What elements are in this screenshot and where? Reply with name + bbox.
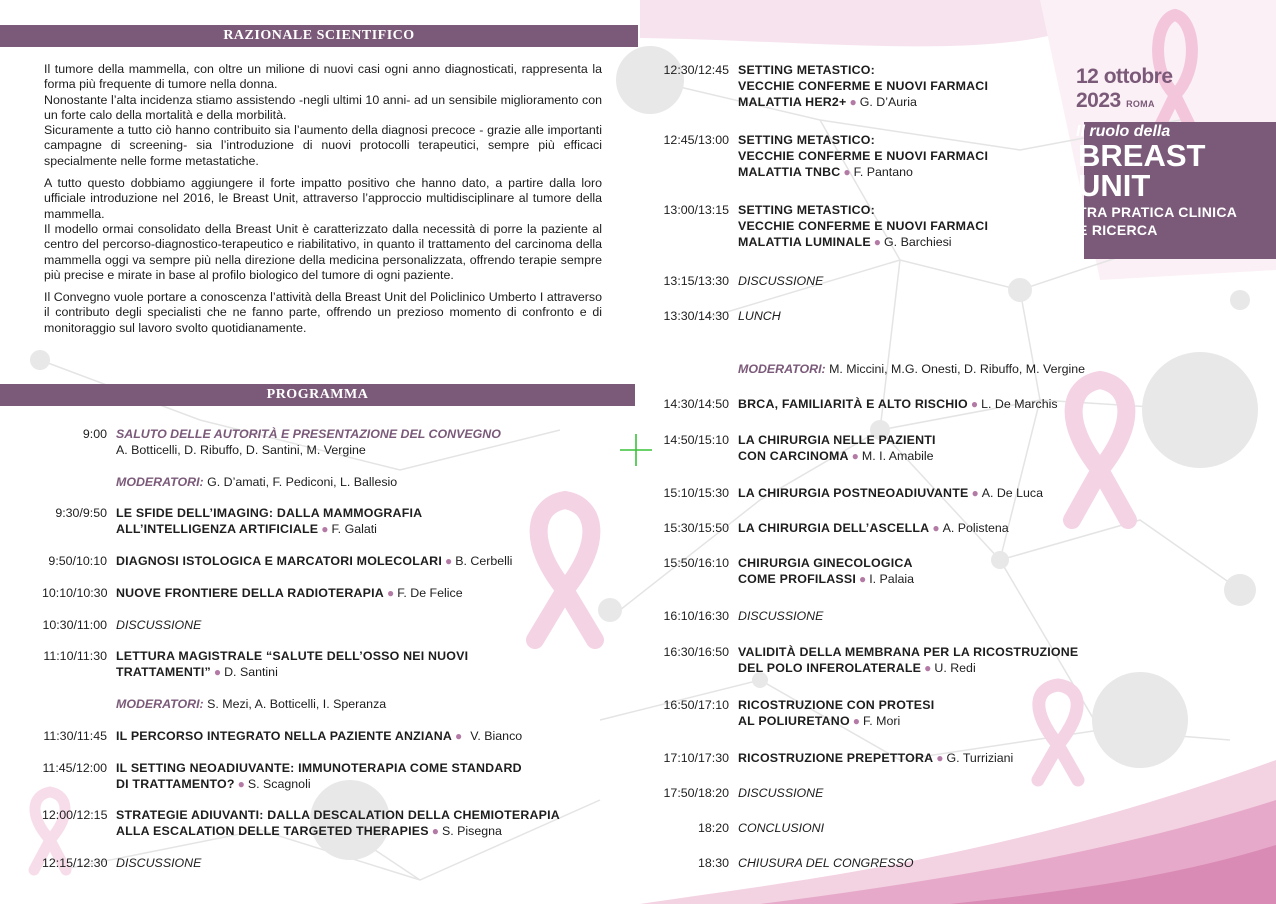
date-year: 2023 [1076,89,1121,112]
bullet-icon: ● [932,521,940,535]
item-title: DISCUSSIONE [738,274,824,288]
item-time: 17:10/17:30 [663,751,729,765]
item-speaker: L. De Marchis [981,397,1058,411]
program-item [656,520,1126,536]
item-title: BRCA, FAMILIARITÀ E ALTO RISCHIO [738,397,968,411]
item-time: 13:30/14:30 [663,309,729,323]
bullet-icon: ● [386,586,395,600]
item-time: 11:10/11:30 [43,649,107,663]
item-speaker: F. De Felice [397,586,463,600]
item-title-2: COME PROFILASSI [738,572,856,586]
item-title-2: VECCHIE CONFERME E NUOVI FARMACI [738,149,989,163]
item-title: LETTURA MAGISTRALE “SALUTE DELL’OSSO NEI NUOVI [116,649,469,663]
bullet-icon: ● [455,729,463,743]
item-title: LUNCH [738,309,781,323]
program-item [656,785,1126,801]
item-title: RICOSTRUZIONE PREPETTORA [738,751,934,765]
item-title: LA CHIRURGIA DELL’ASCELLA [738,521,930,535]
bullet-icon: ● [858,572,867,586]
program-item [42,617,612,633]
item-time: 18:30 [697,856,729,870]
program-item [656,202,1126,250]
moderators-names: G. D’amati, F. Pediconi, L. Ballesio [203,475,398,489]
item-time: 11:30/11:45 [43,729,107,743]
item-time: 15:50/16:10 [663,556,729,570]
razionale-header: RAZIONALE SCIENTIFICO [0,25,638,47]
item-speaker: F. Galati [331,522,377,536]
item-title: DISCUSSIONE [738,786,824,800]
program-item [656,62,1126,110]
bullet-icon: ● [321,522,329,536]
item-time: 9:30/9:50 [55,506,107,520]
program-item [42,426,612,458]
item-time: 15:10/15:30 [663,486,729,500]
item-speaker: D. Santini [224,665,278,679]
program-item [656,132,1126,180]
item-speaker: A. De Luca [981,486,1044,500]
item-time: 11:45/12:00 [42,761,107,775]
item-speaker: G. Barchiesi [884,235,952,249]
program-item [656,432,1126,464]
item-speakers: A. Botticelli, D. Ribuffo, D. Santini, M. Vergine [116,443,366,457]
program-item [656,855,1126,871]
item-speaker: U. Redi [934,661,976,675]
bullet-icon: ● [444,554,453,568]
program-item [656,308,1126,324]
item-title-2: TRATTAMENTI” [116,665,211,679]
item-title: DISCUSSIONE [116,618,202,632]
moderators-names: S. Mezi, A. Botticelli, I. Speranza [203,697,387,711]
program-item [42,553,612,569]
program-item [656,608,1126,624]
bullet-icon: ● [873,235,882,249]
item-time: 14:50/15:10 [663,433,729,447]
item-time: 12:00/12:15 [42,808,108,822]
subtitle-2: E RICERCA [1078,222,1158,238]
intro-text [44,62,602,343]
item-title: RICOSTRUZIONE CON PROTESI [738,698,935,712]
bullet-icon: ● [213,665,222,679]
item-speaker: V. Bianco [470,729,523,743]
item-speaker: S. Pisegna [441,824,502,838]
item-title: DISCUSSIONE [116,856,202,870]
item-title: SETTING METASTICO: [738,133,875,147]
program-item [42,648,612,680]
item-title: STRATEGIE ADIUVANTI: DALLA DESCALATION DELLA CHEMIOTERAPIA [116,808,560,822]
program-item [656,820,1126,836]
program-item [42,807,612,839]
item-title: IL SETTING NEOADIUVANTE: IMMUNOTERAPIA COME STANDARD [116,761,522,775]
item-title: SETTING METASTICO: [738,63,875,77]
item-title: SALUTO DELLE AUTORITÀ E PRESENTAZIONE DEL CONVEGNO [116,427,501,441]
item-time: 9:50/10:10 [48,554,107,568]
program-item [42,855,612,871]
item-title-2: DI TRATTAMENTO? [116,777,235,791]
bullet-icon: ● [851,449,859,463]
program-item [42,728,612,744]
moderators-row [656,361,1126,377]
item-title: NUOVE FRONTIERE DELLA RADIOTERAPIA [116,586,384,600]
item-time: 15:30/15:50 [663,521,729,535]
item-time: 12:45/13:00 [663,133,729,147]
item-title: LA CHIRURGIA POSTNEOADIUVANTE [738,486,969,500]
program-item [656,697,1126,729]
intro-paragraph-2: A tutto questo dobbiamo aggiungere il forte impatto positivo che hanno dato, a partire dalla loro ufficiale introduzione nel 2016, le Breast Unit, attraverso l’approccio multidisciplinare al tumore della mammella. Il modello ormai consolidato della Breast Unit è caratterizzato dalla necessità di porre la paziente al centro del percorso-diagnostico-terapeutico e riabilitativo, in quanto il trattamento del carcinoma della mammella oggi va sempre più nella direzione della medicina personalizzata, offrendo terapie sempre più precise e mirate in base al profilo biologico del tumore di ogni paziente. [44,176,602,282]
item-time: 13:00/13:15 [663,203,729,217]
item-title-3: MALATTIA HER2+ [738,95,847,109]
item-title-2: VECCHIE CONFERME E NUOVI FARMACI [738,219,989,233]
item-speaker: M. I. Amabile [861,449,934,463]
item-title: CHIRURGIA GINECOLOGICA [738,556,913,570]
item-title-3: MALATTIA LUMINALE [738,235,871,249]
program-item [42,760,612,792]
item-title: CHIUSURA DEL CONGRESSO [738,856,914,870]
item-title: VALIDITÀ DELLA MEMBRANA PER LA RICOSTRUZIONE [738,645,1079,659]
program-item [656,555,1126,587]
item-time: 14:30/14:50 [663,397,729,411]
item-time: 9:00 [82,427,107,441]
item-time: 18:20 [697,821,729,835]
item-time: 16:50/17:10 [663,698,729,712]
item-time: 17:50/18:20 [663,786,729,800]
intro-paragraph-1: Il tumore della mammella, con oltre un milione di nuovi casi ogni anno diagnosticati, rappresenta la forma più frequente di tumore nella donna. Nonostante l’alta incidenza stiamo assistendo -negli ultimi 10 anni- ad un sensibile miglioramento con un forte calo della mortalità e della morbilità. Sicuramente a tutto ciò hanno contribuito sia l’aumento della diagnosi precoce - grazie alle importanti campagne di screening- sia l’introduzione di nuovi protocolli terapeutici, sempre più efficaci specialmente nelle forme metastatiche. [44,62,602,168]
item-title: CONCLUSIONI [738,821,825,835]
program-item [656,750,1126,766]
bullet-icon: ● [970,397,979,411]
date-line-1: 12 ottobre [1076,65,1173,88]
program-item [42,505,612,537]
moderators-row [42,474,612,490]
moderators-names: M. Miccini, M.G. Onesti, D. Ribuffo, M. Vergine [825,362,1086,376]
item-time: 16:30/16:50 [663,645,729,659]
title-big-2: UNIT [1078,168,1151,203]
program-item [656,396,1126,412]
bullet-icon: ● [237,777,245,791]
item-title-2: VECCHIE CONFERME E NUOVI FARMACI [738,79,989,93]
item-time: 16:10/16:30 [663,609,729,623]
bullet-icon: ● [849,95,857,109]
item-speaker: F. Pantano [853,165,913,179]
program-item [656,485,1126,501]
item-speaker: S. Scagnoli [247,777,311,791]
item-speaker: A. Polistena [942,521,1009,535]
bullet-icon: ● [936,751,944,765]
item-title: LA CHIRURGIA NELLE PAZIENTI [738,433,936,447]
bullet-icon: ● [852,714,861,728]
bullet-icon: ● [431,824,439,838]
item-time: 12:30/12:45 [663,63,729,77]
bullet-icon: ● [843,165,851,179]
intro-paragraph-3: Il Convegno vuole portare a conoscenza l’attività della Breast Unit del Policlinico Umberto I attraverso il contributo degli specialisti che ne fanno parte, offrendo un prezioso momento di confronto e di monitoraggio sul lavoro svolto quotidianamente. [44,290,602,335]
program-item [42,585,612,601]
program-item [656,273,1126,289]
item-speaker: B. Cerbelli [455,554,513,568]
item-title: DISCUSSIONE [738,609,824,623]
item-time: 10:10/10:30 [42,586,108,600]
moderators-label: MODERATORI: [116,475,204,489]
item-title: SETTING METASTICO: [738,203,875,217]
item-speaker: F. Mori [863,714,901,728]
item-title-2: DEL POLO INFEROLATERALE [738,661,922,675]
bullet-icon: ● [924,661,932,675]
program-item [656,644,1126,676]
moderators-label: MODERATORI: [116,697,204,711]
item-title: LE SFIDE DELL’IMAGING: DALLA MAMMOGRAFIA [116,506,423,520]
subtitle-1: TRA PRATICA CLINICA [1078,204,1238,220]
moderators-label: MODERATORI: [738,362,826,376]
programma-header: PROGRAMMA [0,384,635,406]
item-title: DIAGNOSI ISTOLOGICA E MARCATORI MOLECOLARI [116,554,442,568]
item-speaker: G. D’Auria [859,95,917,109]
title-big-1: BREAST [1078,138,1206,173]
item-title-2: ALLA ESCALATION DELLE TARGETED THERAPIES [116,824,429,838]
item-speaker: I. Palaia [869,572,914,586]
item-title-2: CON CARCINOMA [738,449,849,463]
item-title-2: ALL’INTELLIGENZA ARTIFICIALE [116,522,319,536]
item-title-2: AL POLIURETANO [738,714,850,728]
event-city: ROMA [1126,99,1155,109]
item-title: IL PERCORSO INTEGRATO NELLA PAZIENTE ANZIANA [116,729,453,743]
moderators-row [42,696,612,712]
item-speaker: G. Turriziani [946,751,1014,765]
bullet-icon: ● [971,486,979,500]
item-time: 10:30/11:00 [42,618,107,632]
title-small: Il ruolo della [1076,123,1171,140]
item-time: 12:15/12:30 [42,856,108,870]
item-title-3: MALATTIA TNBC [738,165,841,179]
item-time: 13:15/13:30 [663,274,729,288]
